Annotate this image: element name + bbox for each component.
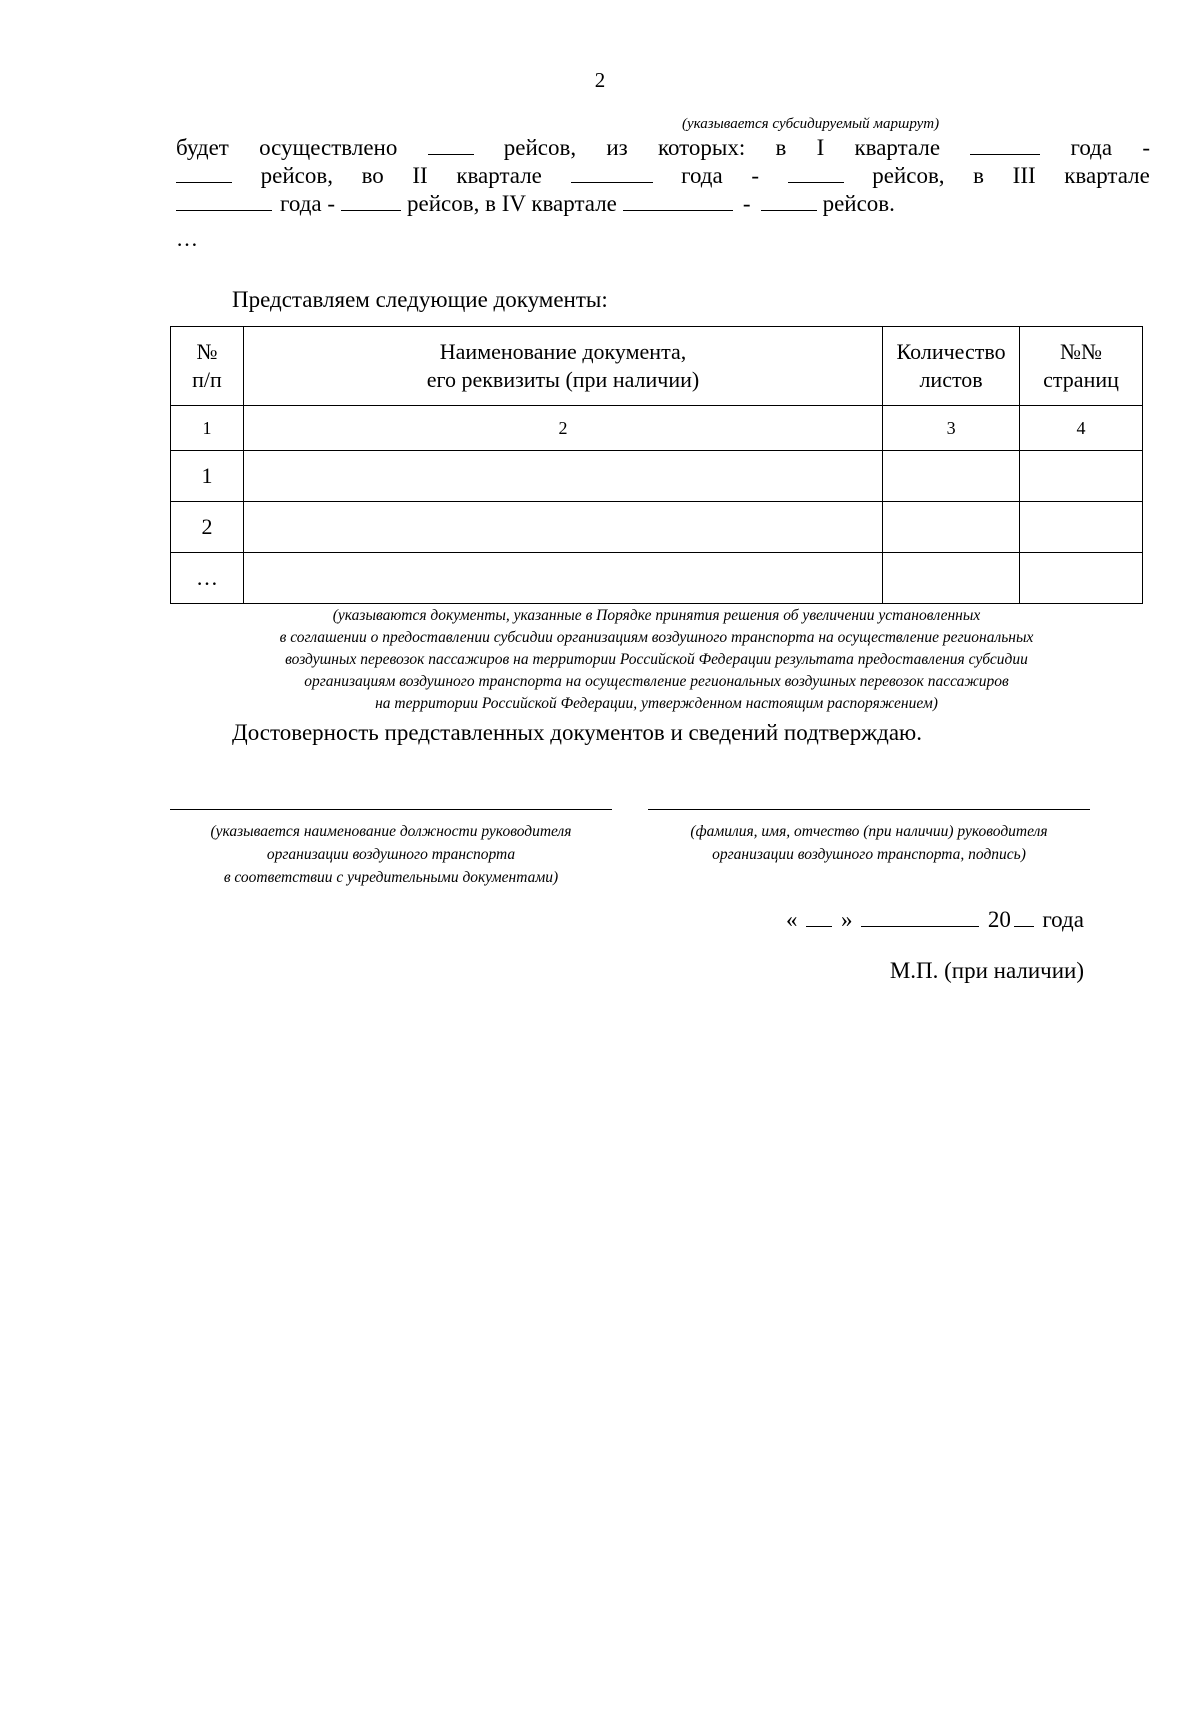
trips-word: рейсов, xyxy=(503,135,577,160)
index-cell: 2 xyxy=(243,406,882,451)
trips-word: года xyxy=(681,163,723,188)
row-num-cell: … xyxy=(171,553,244,604)
trips-word: года - xyxy=(280,191,336,216)
trips-blank xyxy=(761,190,817,211)
documents-note-line: воздушных перевозок пассажиров на территории Российской Федерации результата предоставления субсидии xyxy=(285,651,1028,668)
header-num-line: № xyxy=(196,339,218,364)
trips-blank xyxy=(970,134,1040,155)
confirmation-text: Достоверность представленных документов и сведений подтверждаю. xyxy=(232,720,922,745)
documents-intro: Представляем следующие документы: xyxy=(232,287,608,312)
date-line xyxy=(786,906,1084,933)
trips-word: III xyxy=(1012,163,1036,188)
row-name-cell[interactable] xyxy=(243,451,882,502)
table-row xyxy=(171,502,1143,553)
position-signature-line[interactable] xyxy=(170,809,612,810)
trips-blank xyxy=(176,190,272,211)
trips-word: квартале xyxy=(854,135,941,160)
trips-word: во xyxy=(361,163,384,188)
documents-note xyxy=(170,605,1143,715)
table-row xyxy=(171,553,1143,604)
header-name-line: его реквизиты (при наличии) xyxy=(426,367,700,392)
header-num-line: п/п xyxy=(192,367,222,392)
trips-line-3 xyxy=(176,190,1150,218)
name-note-line: (фамилия, имя, отчество (при наличии) руководителя xyxy=(690,823,1048,840)
header-pages-line: страниц xyxy=(1043,367,1119,392)
row-num-cell: 2 xyxy=(171,502,244,553)
name-signature-note xyxy=(648,820,1090,866)
trips-word: из xyxy=(606,135,628,160)
trips-word: - xyxy=(742,191,751,216)
position-signature-note xyxy=(170,820,612,889)
trips-word: I xyxy=(816,135,825,160)
documents-note-line: на территории Российской Федерации, утвержденном настоящим распоряжением) xyxy=(375,695,938,712)
row-pages-cell[interactable] xyxy=(1020,502,1143,553)
row-sheets-cell[interactable] xyxy=(883,451,1020,502)
trips-word: рейсов, в IV квартале xyxy=(407,191,617,216)
position-note-line: организации воздушного транспорта xyxy=(266,846,516,863)
trips-word: II xyxy=(412,163,428,188)
trips-word: рейсов, xyxy=(260,163,333,188)
trips-blank xyxy=(341,190,401,211)
documents-table xyxy=(170,326,1143,604)
trips-word: в xyxy=(775,135,787,160)
row-sheets-cell[interactable] xyxy=(883,553,1020,604)
year-prefix: 20 xyxy=(987,907,1011,932)
header-sheets-line: листов xyxy=(919,367,983,392)
position-note-line: (указывается наименование должности руководителя xyxy=(210,823,572,840)
stamp-label: М.П. (при наличии) xyxy=(889,958,1084,983)
header-sheets xyxy=(883,327,1020,406)
day-blank[interactable] xyxy=(806,906,832,927)
trips-word: - xyxy=(751,163,759,188)
trips-word: будет xyxy=(176,135,229,160)
trips-word: квартале xyxy=(456,163,542,188)
trips-word: рейсов, xyxy=(872,163,945,188)
trips-blank xyxy=(176,162,232,183)
table-row xyxy=(171,451,1143,502)
documents-note-line: в соглашении о предоставлении субсидии организациям воздушного транспорта на осуществление региональных xyxy=(279,629,1034,646)
position-note-line: в соответствии с учредительными документами) xyxy=(223,869,559,886)
row-num-cell: 1 xyxy=(171,451,244,502)
trips-word: которых: xyxy=(657,135,746,160)
row-name-cell[interactable] xyxy=(243,553,882,604)
trips-word: года xyxy=(1070,135,1113,160)
trips-ellipsis: … xyxy=(176,226,198,251)
date-open-quote: « xyxy=(786,907,798,932)
index-cell: 4 xyxy=(1020,406,1143,451)
trips-blank xyxy=(428,134,474,155)
row-pages-cell[interactable] xyxy=(1020,553,1143,604)
index-cell: 3 xyxy=(883,406,1020,451)
trips-word: рейсов. xyxy=(822,191,895,216)
row-sheets-cell[interactable] xyxy=(883,502,1020,553)
trips-blank xyxy=(571,162,653,183)
trips-paragraph xyxy=(176,134,1150,218)
month-blank[interactable] xyxy=(861,906,979,927)
row-name-cell[interactable] xyxy=(243,502,882,553)
date-close-quote: » xyxy=(840,907,853,932)
page-number: 2 xyxy=(594,68,606,92)
row-pages-cell[interactable] xyxy=(1020,451,1143,502)
year-blank[interactable] xyxy=(1014,906,1034,927)
header-pages-line: №№ xyxy=(1060,339,1103,364)
table-index-row xyxy=(171,406,1143,451)
trips-word: - xyxy=(1142,135,1150,160)
trips-word: в xyxy=(973,163,985,188)
trips-line-1 xyxy=(176,134,1150,162)
trips-line-2 xyxy=(176,162,1150,190)
header-pages xyxy=(1020,327,1143,406)
documents-note-line: организациям воздушного транспорта на осуществление региональных воздушных перевозок пассажиров xyxy=(304,673,1009,690)
route-hint: (указывается субсидируемый маршрут) xyxy=(682,116,940,132)
name-signature-line[interactable] xyxy=(648,809,1090,810)
header-name xyxy=(243,327,882,406)
trips-blank xyxy=(623,190,733,211)
year-suffix: года xyxy=(1042,907,1084,932)
table-header-row xyxy=(171,327,1143,406)
index-cell: 1 xyxy=(171,406,244,451)
header-num xyxy=(171,327,244,406)
trips-word: квартале xyxy=(1064,163,1150,188)
trips-blank xyxy=(788,162,844,183)
trips-word: осуществлено xyxy=(259,135,398,160)
name-note-line: организации воздушного транспорта, подпись) xyxy=(712,846,1026,863)
header-sheets-line: Количество xyxy=(896,339,1006,364)
header-name-line: Наименование документа, xyxy=(439,339,687,364)
documents-note-line: (указываются документы, указанные в Порядке принятия решения об увеличении установленных xyxy=(332,607,981,624)
